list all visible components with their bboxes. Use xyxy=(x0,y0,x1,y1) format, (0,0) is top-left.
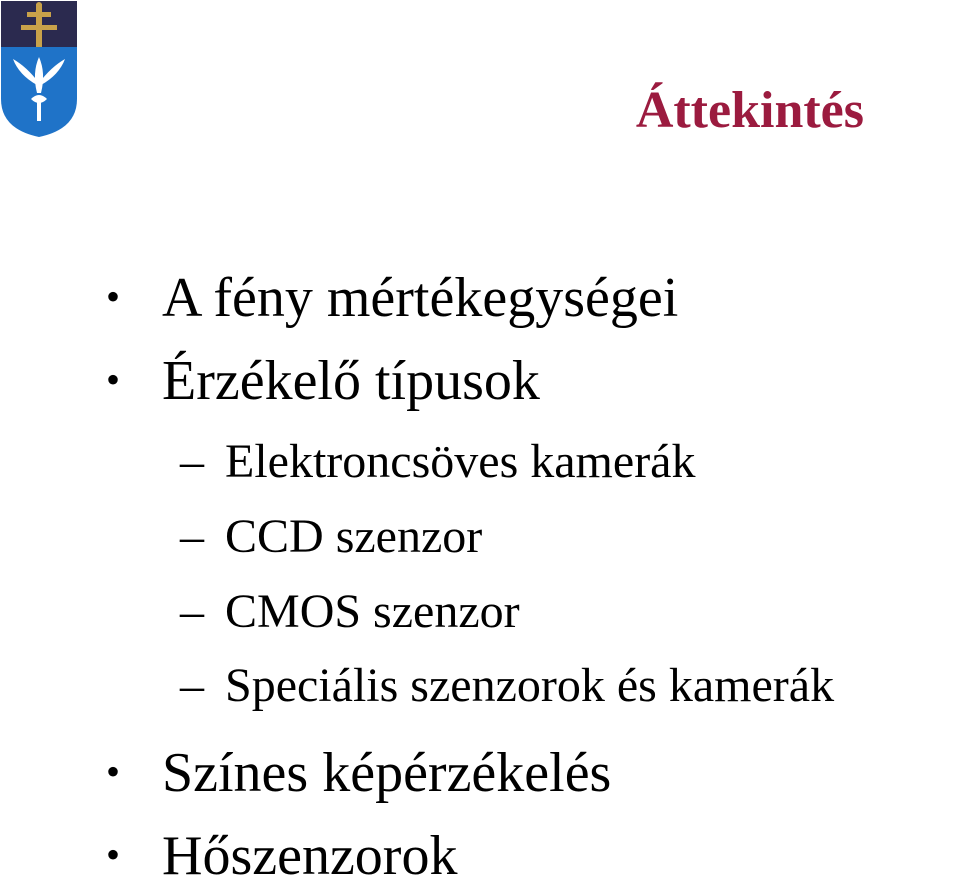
bullet-marker: • xyxy=(106,832,121,877)
dash-marker: – xyxy=(180,585,204,638)
slide-title: Áttekintés xyxy=(635,82,864,139)
bullet-marker: • xyxy=(106,749,121,794)
coat-of-arms-logo xyxy=(1,1,77,137)
bullet-text: A fény mértékegységei xyxy=(162,267,679,329)
dash-marker: – xyxy=(180,510,204,563)
sub-bullet-item xyxy=(180,510,483,563)
bullet-item xyxy=(106,267,679,329)
sub-bullet-text: Speciális szenzorok és kamerák xyxy=(225,659,835,712)
dash-marker: – xyxy=(180,435,204,488)
bullet-text: Hőszenzorok xyxy=(162,825,458,887)
sub-bullet-item xyxy=(180,585,520,638)
sub-bullet-text: CCD szenzor xyxy=(225,510,483,563)
bullet-item xyxy=(106,350,540,412)
bullet-text: Érzékelő típusok xyxy=(162,350,540,412)
bullet-item xyxy=(106,742,612,804)
dash-marker: – xyxy=(180,659,204,712)
bullet-text: Színes képérzékelés xyxy=(162,742,612,804)
sub-bullet-item xyxy=(180,659,835,712)
sub-bullet-item xyxy=(180,435,696,488)
sub-bullet-text: Elektroncsöves kamerák xyxy=(225,435,696,488)
bullet-marker: • xyxy=(106,357,121,402)
bullet-item xyxy=(106,825,458,887)
sub-bullet-text: CMOS szenzor xyxy=(225,585,520,638)
bullet-marker: • xyxy=(106,274,121,319)
